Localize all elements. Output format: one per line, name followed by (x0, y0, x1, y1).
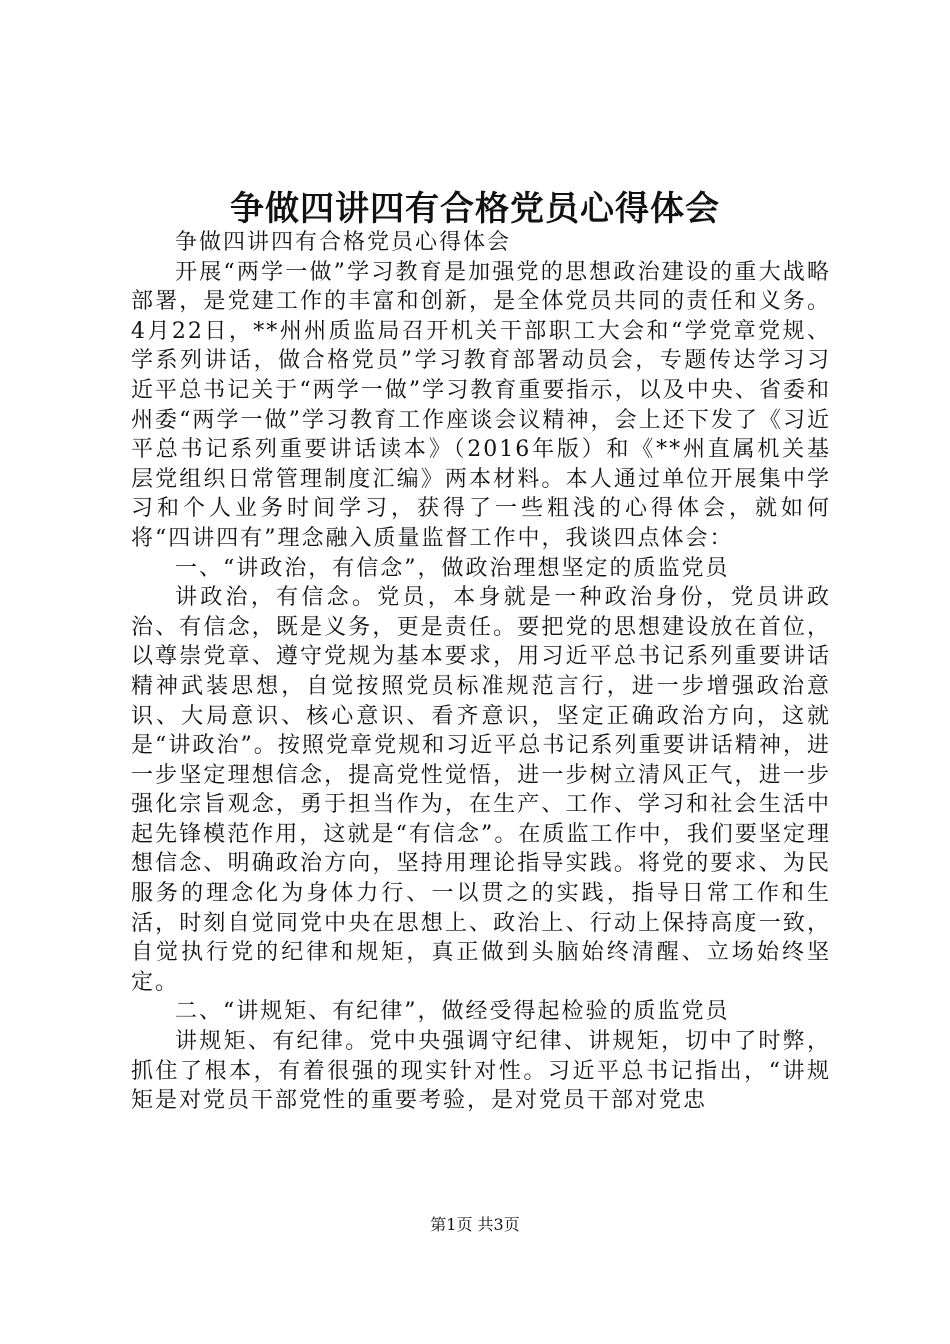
document-body (131, 228, 831, 1116)
intro-paragraph: 开展“两学一做”学习教育是加强党的思想政治建设的重大战略部署，是党建工作的丰富和创新，是全体党员共同的责任和义务。4月22日，**州州质监局召开机关干部职工大会和“学党章党规、学系列讲话，做合格党员”学习教育部署动员会，专题传达学习习近平总书记关于“两学一做”学习教育重要指示，以及中央、省委和州委“两学一做”学习教育工作座谈会议精神，会上还下发了《习近平总书记系列重要讲话读本》（2016年版）和《**州直属机关基层党组织日常管理制度汇编》两本材料。本人通过单位开展集中学习和个人业务时间学习，获得了一些粗浅的心得体会，就如何将“四讲四有”理念融入质量监督工作中，我谈四点体会： (131, 259, 831, 551)
section-heading-1: 一、“讲政治，有信念”，做政治理想坚定的质监党员 (175, 555, 730, 581)
intro-heading: 争做四讲四有合格党员心得体会 (175, 230, 512, 255)
section-paragraph-2: 讲规矩、有纪律。党中央强调守纪律、讲规矩，切中了时弊，抓住了根本，有着很强的现实针对性。习近平总书记指出，“讲规矩是对党员干部党性的重要考验，是对党员干部对党忠 (131, 1029, 831, 1114)
section-paragraph-1: 讲政治，有信念。党员，本身就是一种政治身份，党员讲政治、有信念，既是义务，更是责任。要把党的思想建设放在首位，以尊崇党章、遵守党规为基本要求，用习近平总书记系列重要讲话精神武装思想，自觉按照党员标准规范言行，进一步增强政治意识、大局意识、核心意识、看齐意识，坚定正确政治方向，这就是“讲政治”。按照党章党规和习近平总书记系列重要讲话精神，进一步坚定理想信念，提高党性觉悟，进一步树立清风正气，进一步强化宗旨观念，勇于担当作为，在生产、工作、学习和社会生活中起先锋模范作用，这就是“有信念”。在质监工作中，我们要坚定理想信念、明确政治方向，坚持用理论指导实践。将党的要求、为民服务的理念化为身体力行、一以贯之的实践，指导日常工作和生活，时刻自觉同党中央在思想上、政治上、行动上保持高度一致，自觉执行党的纪律和规矩，真正做到头脑始终清醒、立场始终坚定。 (131, 585, 831, 995)
page-footer: 第1页 共3页 (430, 1215, 520, 1234)
document-title: 争做四讲四有合格党员心得体会 (230, 189, 720, 229)
section-heading-2: 二、“讲规矩、有纪律”，做经受得起检验的质监党员 (175, 999, 730, 1025)
